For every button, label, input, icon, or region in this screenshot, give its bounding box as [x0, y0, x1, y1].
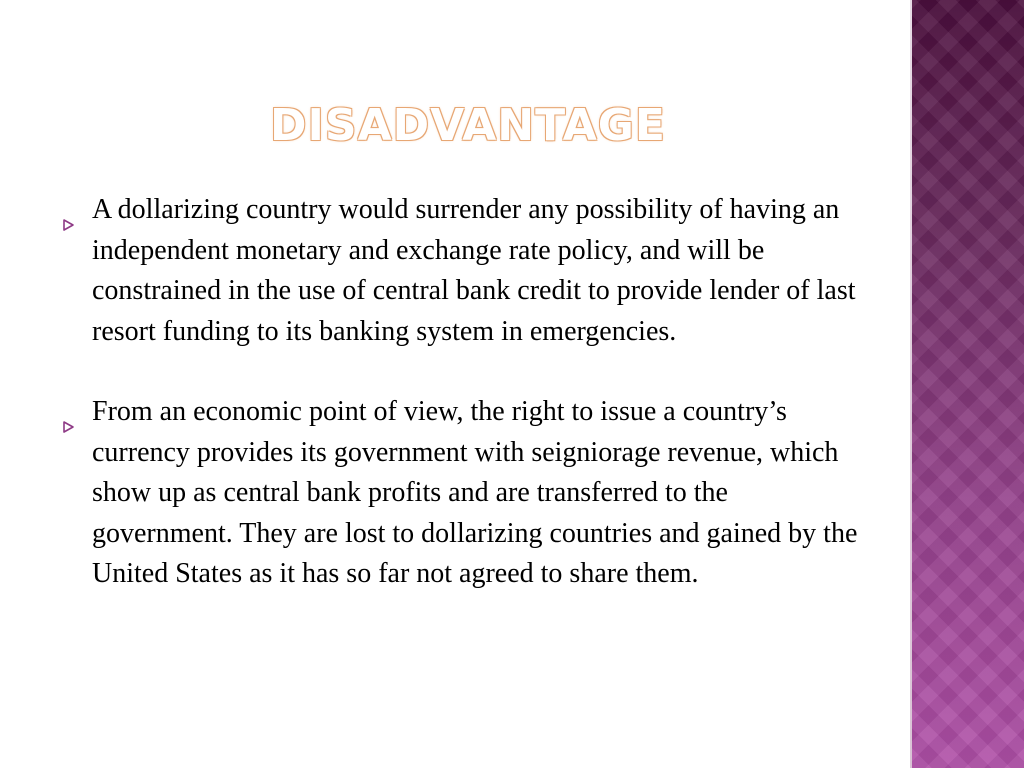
bullet-list: [62, 190, 862, 635]
decorative-side-band: [912, 0, 1024, 768]
bullet-item: [62, 190, 862, 352]
slide-title: DISADVANTAGE: [270, 100, 666, 151]
bullet-item: [62, 392, 862, 595]
bullet-text: A dollarizing country would surrender any possibility of having an independent monetary and exchange rate policy, and will be constrained in the use of central bank credit to provide lender of last resort funding to its banking system in emergencies.: [92, 194, 856, 347]
chevron-right-icon: [62, 406, 76, 420]
bullet-text: From an economic point of view, the right to issue a country’s currency provides its government with seigniorage revenue, which show up as central bank profits and are transferred to the government. They are lost to dollarizing countries and gained by the United States as it has so far not agreed to share them.: [92, 396, 858, 589]
chevron-right-icon: [62, 204, 76, 218]
